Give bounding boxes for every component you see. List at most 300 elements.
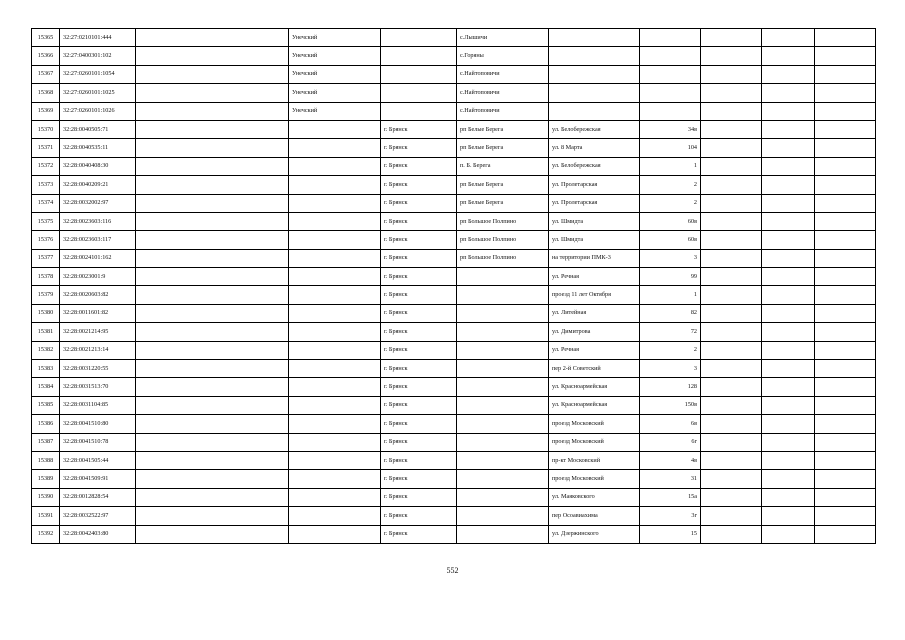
cell-empty	[762, 157, 815, 175]
cell-district: Унечский	[289, 65, 381, 83]
table-row	[32, 176, 876, 194]
cell-empty	[701, 231, 762, 249]
cell-street: ул. Белобережская	[549, 120, 640, 138]
cell-empty	[136, 360, 289, 378]
cell-empty	[762, 29, 815, 47]
cell-district	[289, 120, 381, 138]
cell-cadastral-number: 32:28:0021214:95	[60, 323, 136, 341]
table-row	[32, 212, 876, 230]
cell-cadastral-number: 32:27:0260101:1026	[60, 102, 136, 120]
cell-empty	[701, 212, 762, 230]
cell-locality	[457, 396, 549, 414]
page-number: 552	[446, 566, 459, 575]
cell-district: Унечский	[289, 47, 381, 65]
cell-empty	[701, 120, 762, 138]
cell-city: г. Брянск	[381, 396, 457, 414]
cell-empty	[701, 194, 762, 212]
cell-empty	[762, 47, 815, 65]
cell-empty	[136, 525, 289, 543]
cell-house-number: 82	[640, 304, 701, 322]
table-row	[32, 451, 876, 469]
cell-locality	[457, 488, 549, 506]
cell-house-number: 60в	[640, 231, 701, 249]
cell-locality: рп Белые Берега	[457, 120, 549, 138]
cell-record-number: 15369	[32, 102, 60, 120]
table-row	[32, 323, 876, 341]
cell-cadastral-number: 32:28:0023603:117	[60, 231, 136, 249]
cell-empty	[136, 378, 289, 396]
cell-house-number	[640, 84, 701, 102]
cell-city: г. Брянск	[381, 268, 457, 286]
cell-locality: с.Лышичи	[457, 29, 549, 47]
cell-empty	[701, 360, 762, 378]
cell-street	[549, 102, 640, 120]
cell-street: пер 2-й Советский	[549, 360, 640, 378]
cell-street: ул. Белобережская	[549, 157, 640, 175]
cell-record-number: 15387	[32, 433, 60, 451]
cell-street	[549, 29, 640, 47]
cell-empty	[762, 396, 815, 414]
cell-street: ул. 8 Марта	[549, 139, 640, 157]
cell-cadastral-number: 32:27:0210101:444	[60, 29, 136, 47]
cell-city: г. Брянск	[381, 212, 457, 230]
cell-locality: рп Большое Полпино	[457, 212, 549, 230]
cell-cadastral-number: 32:28:0031220:55	[60, 360, 136, 378]
cell-locality	[457, 286, 549, 304]
cell-city	[381, 65, 457, 83]
cell-house-number: 2	[640, 176, 701, 194]
cell-empty	[762, 415, 815, 433]
cell-city: г. Брянск	[381, 488, 457, 506]
cell-empty	[136, 396, 289, 414]
cell-city: г. Брянск	[381, 360, 457, 378]
cell-record-number: 15375	[32, 212, 60, 230]
cell-empty	[701, 157, 762, 175]
cell-locality	[457, 360, 549, 378]
cell-locality: с.Найтоповичи	[457, 65, 549, 83]
cell-empty	[762, 139, 815, 157]
cell-record-number: 15365	[32, 29, 60, 47]
cell-cadastral-number: 32:28:0040408:30	[60, 157, 136, 175]
cell-cadastral-number: 32:28:0041505:44	[60, 451, 136, 469]
cell-street	[549, 65, 640, 83]
cell-city	[381, 102, 457, 120]
cell-empty	[815, 525, 876, 543]
cell-district	[289, 176, 381, 194]
cell-empty	[136, 176, 289, 194]
cell-house-number: 1	[640, 286, 701, 304]
cell-district	[289, 304, 381, 322]
cell-cadastral-number: 32:28:0041510:78	[60, 433, 136, 451]
cell-locality: с.Найтоповичи	[457, 84, 549, 102]
table-row	[32, 231, 876, 249]
cell-empty	[762, 194, 815, 212]
cell-empty	[815, 120, 876, 138]
cell-house-number: 6г	[640, 433, 701, 451]
cell-street: пр-кт Московский	[549, 451, 640, 469]
cell-empty	[136, 249, 289, 267]
registry-table	[31, 28, 876, 544]
cell-empty	[762, 341, 815, 359]
cell-house-number	[640, 47, 701, 65]
cell-district	[289, 415, 381, 433]
cell-district	[289, 249, 381, 267]
cell-record-number: 15377	[32, 249, 60, 267]
cell-record-number: 15370	[32, 120, 60, 138]
cell-locality	[457, 525, 549, 543]
cell-record-number: 15382	[32, 341, 60, 359]
cell-record-number: 15373	[32, 176, 60, 194]
cell-empty	[762, 360, 815, 378]
cell-empty	[136, 323, 289, 341]
cell-district	[289, 231, 381, 249]
cell-house-number: 2	[640, 341, 701, 359]
cell-house-number: 3	[640, 360, 701, 378]
cell-locality	[457, 470, 549, 488]
cell-city: г. Брянск	[381, 157, 457, 175]
cell-empty	[762, 231, 815, 249]
cell-locality	[457, 507, 549, 525]
cell-street: ул. Шмидта	[549, 212, 640, 230]
cell-cadastral-number: 32:28:0024101:162	[60, 249, 136, 267]
cell-city: г. Брянск	[381, 433, 457, 451]
table-row	[32, 341, 876, 359]
table-row	[32, 157, 876, 175]
cell-empty	[701, 451, 762, 469]
cell-empty	[701, 323, 762, 341]
cell-empty	[701, 415, 762, 433]
cell-cadastral-number: 32:28:0040209:21	[60, 176, 136, 194]
cell-empty	[701, 249, 762, 267]
table-row	[32, 102, 876, 120]
cell-empty	[815, 84, 876, 102]
cell-empty	[762, 120, 815, 138]
cell-city: г. Брянск	[381, 323, 457, 341]
cell-empty	[701, 396, 762, 414]
cell-street	[549, 84, 640, 102]
cell-cadastral-number: 32:28:0041510:80	[60, 415, 136, 433]
cell-city	[381, 29, 457, 47]
cell-empty	[762, 525, 815, 543]
cell-empty	[136, 341, 289, 359]
cell-house-number	[640, 65, 701, 83]
cell-empty	[815, 433, 876, 451]
table-row	[32, 360, 876, 378]
cell-street: ул. Маяковского	[549, 488, 640, 506]
cell-empty	[701, 433, 762, 451]
cell-house-number: 128	[640, 378, 701, 396]
cell-street: проезд Московский	[549, 433, 640, 451]
cell-record-number: 15392	[32, 525, 60, 543]
cell-cadastral-number: 32:28:0021213:14	[60, 341, 136, 359]
cell-empty	[136, 65, 289, 83]
cell-empty	[136, 102, 289, 120]
cell-empty	[762, 507, 815, 525]
cell-record-number: 15384	[32, 378, 60, 396]
cell-empty	[815, 231, 876, 249]
cell-empty	[762, 268, 815, 286]
cell-cadastral-number: 32:28:0031104:85	[60, 396, 136, 414]
cell-locality: рп Белые Берега	[457, 139, 549, 157]
cell-empty	[136, 451, 289, 469]
cell-empty	[815, 304, 876, 322]
cell-empty	[701, 268, 762, 286]
cell-house-number: 3г	[640, 507, 701, 525]
cell-empty	[762, 451, 815, 469]
cell-street: ул. Речная	[549, 341, 640, 359]
cell-street: ул. Шмидта	[549, 231, 640, 249]
cell-empty	[701, 84, 762, 102]
cell-district	[289, 433, 381, 451]
cell-record-number: 15366	[32, 47, 60, 65]
cell-record-number: 15367	[32, 65, 60, 83]
table-row	[32, 525, 876, 543]
cell-empty	[136, 231, 289, 249]
cell-empty	[815, 194, 876, 212]
cell-empty	[136, 507, 289, 525]
cell-city: г. Брянск	[381, 525, 457, 543]
cell-empty	[701, 304, 762, 322]
cell-locality: рп Большое Полпино	[457, 249, 549, 267]
cell-house-number: 150в	[640, 396, 701, 414]
cell-empty	[815, 157, 876, 175]
cell-cadastral-number: 32:27:0260101:1025	[60, 84, 136, 102]
cell-record-number: 15385	[32, 396, 60, 414]
table-row	[32, 194, 876, 212]
cell-empty	[701, 29, 762, 47]
cell-empty	[136, 304, 289, 322]
cell-record-number: 15380	[32, 304, 60, 322]
cell-house-number: 104	[640, 139, 701, 157]
cell-empty	[815, 286, 876, 304]
cell-district: Унечский	[289, 102, 381, 120]
cell-empty	[762, 176, 815, 194]
cell-record-number: 15378	[32, 268, 60, 286]
cell-city: г. Брянск	[381, 304, 457, 322]
cell-cadastral-number: 32:28:0032002:97	[60, 194, 136, 212]
cell-empty	[136, 415, 289, 433]
cell-empty	[815, 47, 876, 65]
cell-locality	[457, 323, 549, 341]
cell-cadastral-number: 32:27:0260101:1054	[60, 65, 136, 83]
cell-empty	[762, 286, 815, 304]
cell-house-number: 15	[640, 525, 701, 543]
table-row	[32, 47, 876, 65]
cell-street: ул. Дзержинского	[549, 525, 640, 543]
cell-record-number: 15391	[32, 507, 60, 525]
cell-street: ул. Пролетарская	[549, 194, 640, 212]
cell-empty	[815, 249, 876, 267]
cell-cadastral-number: 32:28:0032522:97	[60, 507, 136, 525]
cell-record-number: 15381	[32, 323, 60, 341]
cell-record-number: 15372	[32, 157, 60, 175]
cell-district	[289, 341, 381, 359]
cell-cadastral-number: 32:27:0400301:102	[60, 47, 136, 65]
cell-district: Унечский	[289, 84, 381, 102]
cell-empty	[815, 378, 876, 396]
cell-locality: рп Белые Берега	[457, 176, 549, 194]
cell-city: г. Брянск	[381, 507, 457, 525]
cell-house-number: 60в	[640, 212, 701, 230]
cell-empty	[762, 65, 815, 83]
cell-city: г. Брянск	[381, 120, 457, 138]
cell-house-number	[640, 102, 701, 120]
cell-house-number: 4в	[640, 451, 701, 469]
cell-street: на территории ПМК-3	[549, 249, 640, 267]
cell-city: г. Брянск	[381, 139, 457, 157]
cell-street: ул. Димитрова	[549, 323, 640, 341]
table-row	[32, 139, 876, 157]
cell-empty	[815, 65, 876, 83]
cell-cadastral-number: 32:28:0040505:71	[60, 120, 136, 138]
cell-empty	[701, 378, 762, 396]
cell-cadastral-number: 32:28:0023001:9	[60, 268, 136, 286]
table-row	[32, 286, 876, 304]
cell-house-number: 31	[640, 470, 701, 488]
table-row	[32, 65, 876, 83]
cell-house-number: 1	[640, 157, 701, 175]
cell-city	[381, 47, 457, 65]
cell-city: г. Брянск	[381, 286, 457, 304]
cell-house-number: 99	[640, 268, 701, 286]
cell-locality: с.Найтоповичи	[457, 102, 549, 120]
cell-house-number: 15а	[640, 488, 701, 506]
table-row	[32, 433, 876, 451]
cell-house-number: 6в	[640, 415, 701, 433]
cell-city: г. Брянск	[381, 249, 457, 267]
cell-cadastral-number: 32:28:0011601:82	[60, 304, 136, 322]
cell-empty	[815, 323, 876, 341]
cell-cadastral-number: 32:28:0040535:11	[60, 139, 136, 157]
cell-locality: рп Большое Полпино	[457, 231, 549, 249]
cell-empty	[762, 323, 815, 341]
cell-district	[289, 525, 381, 543]
cell-house-number: 72	[640, 323, 701, 341]
cell-house-number: 34в	[640, 120, 701, 138]
table-row	[32, 507, 876, 525]
cell-record-number: 15390	[32, 488, 60, 506]
cell-empty	[815, 507, 876, 525]
cell-record-number: 15379	[32, 286, 60, 304]
cell-empty	[701, 488, 762, 506]
cell-district	[289, 378, 381, 396]
cell-empty	[701, 507, 762, 525]
cell-district	[289, 470, 381, 488]
cell-empty	[701, 341, 762, 359]
cell-street: проезд Московский	[549, 415, 640, 433]
cell-street: ул. Красноармейская	[549, 396, 640, 414]
cell-empty	[815, 451, 876, 469]
cell-district	[289, 286, 381, 304]
cell-locality	[457, 268, 549, 286]
cell-city: г. Брянск	[381, 231, 457, 249]
cell-empty	[136, 29, 289, 47]
table-row	[32, 84, 876, 102]
cell-cadastral-number: 32:28:0020603:82	[60, 286, 136, 304]
cell-empty	[136, 433, 289, 451]
cell-empty	[762, 433, 815, 451]
cell-locality	[457, 415, 549, 433]
cell-district	[289, 323, 381, 341]
cell-empty	[701, 176, 762, 194]
cell-city	[381, 84, 457, 102]
cell-empty	[136, 139, 289, 157]
cell-city: г. Брянск	[381, 341, 457, 359]
cell-city: г. Брянск	[381, 176, 457, 194]
cell-street: проезд 11 лет Октября	[549, 286, 640, 304]
cell-locality: п. Б. Берега	[457, 157, 549, 175]
cell-street: ул. Речная	[549, 268, 640, 286]
cell-locality	[457, 341, 549, 359]
cell-house-number: 3	[640, 249, 701, 267]
table-row	[32, 304, 876, 322]
cell-district	[289, 212, 381, 230]
cell-empty	[762, 378, 815, 396]
cell-empty	[136, 194, 289, 212]
cell-district	[289, 157, 381, 175]
cell-empty	[762, 304, 815, 322]
cell-district	[289, 451, 381, 469]
table-row	[32, 249, 876, 267]
cell-empty	[815, 341, 876, 359]
cell-empty	[136, 268, 289, 286]
cell-city: г. Брянск	[381, 415, 457, 433]
cell-locality	[457, 451, 549, 469]
cell-empty	[701, 47, 762, 65]
table-row	[32, 470, 876, 488]
cell-cadastral-number: 32:28:0012828:54	[60, 488, 136, 506]
cell-district: Унечский	[289, 29, 381, 47]
cell-street: пер Осоавиахима	[549, 507, 640, 525]
cell-house-number	[640, 29, 701, 47]
cell-empty	[701, 286, 762, 304]
cell-empty	[762, 84, 815, 102]
cell-district	[289, 268, 381, 286]
cell-empty	[136, 84, 289, 102]
cell-district	[289, 488, 381, 506]
cell-empty	[762, 488, 815, 506]
table-row	[32, 488, 876, 506]
cell-locality: с.Горяны	[457, 47, 549, 65]
cell-record-number: 15386	[32, 415, 60, 433]
cell-city: г. Брянск	[381, 451, 457, 469]
cell-record-number: 15388	[32, 451, 60, 469]
cell-street: ул. Литейная	[549, 304, 640, 322]
table-row	[32, 268, 876, 286]
table-row	[32, 396, 876, 414]
cell-record-number: 15371	[32, 139, 60, 157]
cell-empty	[701, 470, 762, 488]
cell-city: г. Брянск	[381, 470, 457, 488]
cell-empty	[136, 286, 289, 304]
cell-district	[289, 396, 381, 414]
cell-house-number: 2	[640, 194, 701, 212]
cell-locality	[457, 378, 549, 396]
cell-empty	[815, 488, 876, 506]
cell-empty	[136, 157, 289, 175]
cell-district	[289, 194, 381, 212]
cell-cadastral-number: 32:28:0041509:91	[60, 470, 136, 488]
cell-district	[289, 360, 381, 378]
cell-empty	[701, 65, 762, 83]
cell-empty	[136, 470, 289, 488]
cell-empty	[815, 212, 876, 230]
table-row	[32, 378, 876, 396]
cell-empty	[762, 212, 815, 230]
cell-empty	[815, 396, 876, 414]
cell-street	[549, 47, 640, 65]
cell-district	[289, 507, 381, 525]
